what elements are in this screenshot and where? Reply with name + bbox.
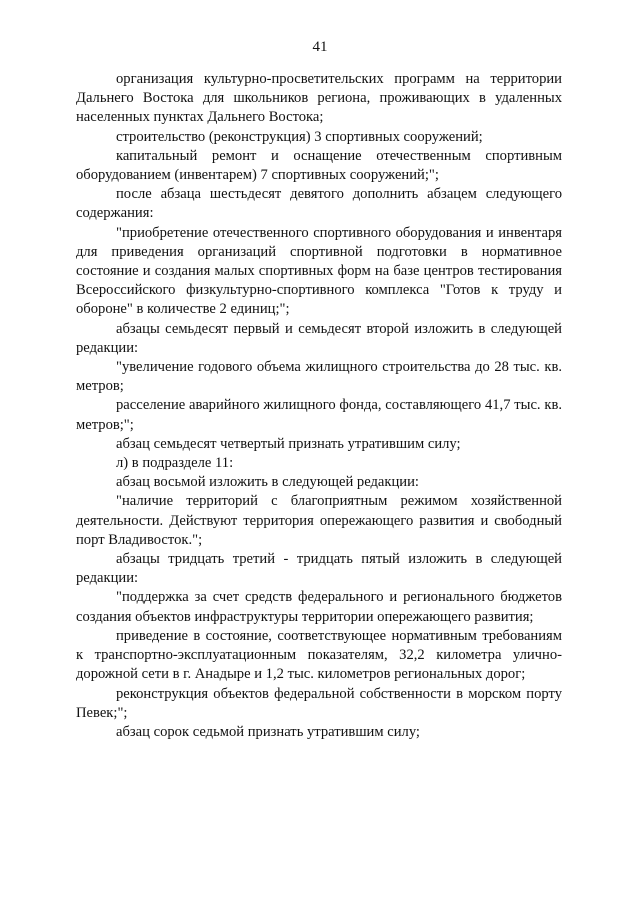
document-body [76, 70, 562, 742]
paragraph-16: реконструкция объектов федеральной собственности в морском порту Певек;"; [76, 685, 562, 721]
paragraph-1: организация культурно-просветительских программ на территории Дальнего Востока для школьников региона, проживающих в удаленных населенных пунктах Дальнего Востока; [76, 71, 562, 126]
paragraph-12: "наличие территорий с благоприятным режимом хозяйственной деятельности. Действуют территория опережающего развития и свободный порт Владивосток."; [76, 493, 562, 548]
paragraph-7: "увеличение годового объема жилищного строительства до 28 тыс. кв. метров; [76, 359, 562, 395]
paragraph-17: абзац сорок седьмой признать утратившим силу; [116, 723, 420, 740]
page-number: 41 [312, 39, 328, 55]
paragraph-15: приведение в состояние, соответствующее нормативным требованиям к транспортно-эксплуатационным показателям, 32,2 километра улично-дорожной сети в г. Анадыре и 1,2 тыс. километров региональных дорог; [76, 627, 562, 683]
paragraph-13: абзацы тридцать третий - тридцать пятый изложить в следующей редакции: [76, 551, 562, 587]
paragraph-10: л) в подразделе 11: [116, 455, 234, 472]
paragraph-4: после абзаца шестьдесят девятого дополнить абзацем следующего содержания: [76, 186, 562, 222]
paragraph-11: абзац восьмой изложить в следующей редакции: [116, 474, 419, 491]
paragraph-3: капитальный ремонт и оснащение отечественным спортивным оборудованием (инвентарем) 7 спортивных сооружений;"; [76, 147, 562, 184]
paragraph-8: расселение аварийного жилищного фонда, составляющего 41,7 тыс. кв. метров;"; [76, 397, 562, 433]
paragraph-9: абзац семьдесят четвертый признать утратившим силу; [116, 435, 461, 452]
paragraph-6: абзацы семьдесят первый и семьдесят второй изложить в следующей редакции: [76, 320, 562, 356]
paragraph-5: "приобретение отечественного спортивного оборудования и инвентаря для приведения организаций спортивной подготовки в нормативное состояние и создания малых спортивных форм на базе центров тестирования Всероссийского физкультурно-спортивного комплекса "Готов к труду и обороне" в количестве 2 единиц;"; [76, 224, 562, 318]
paragraph-2: строительство (реконструкция) 3 спортивных сооружений; [116, 128, 483, 145]
paragraph-14: "поддержка за счет средств федерального и регионального бюджетов создания объектов инфраструктуры территории опережающего развития; [76, 589, 562, 625]
